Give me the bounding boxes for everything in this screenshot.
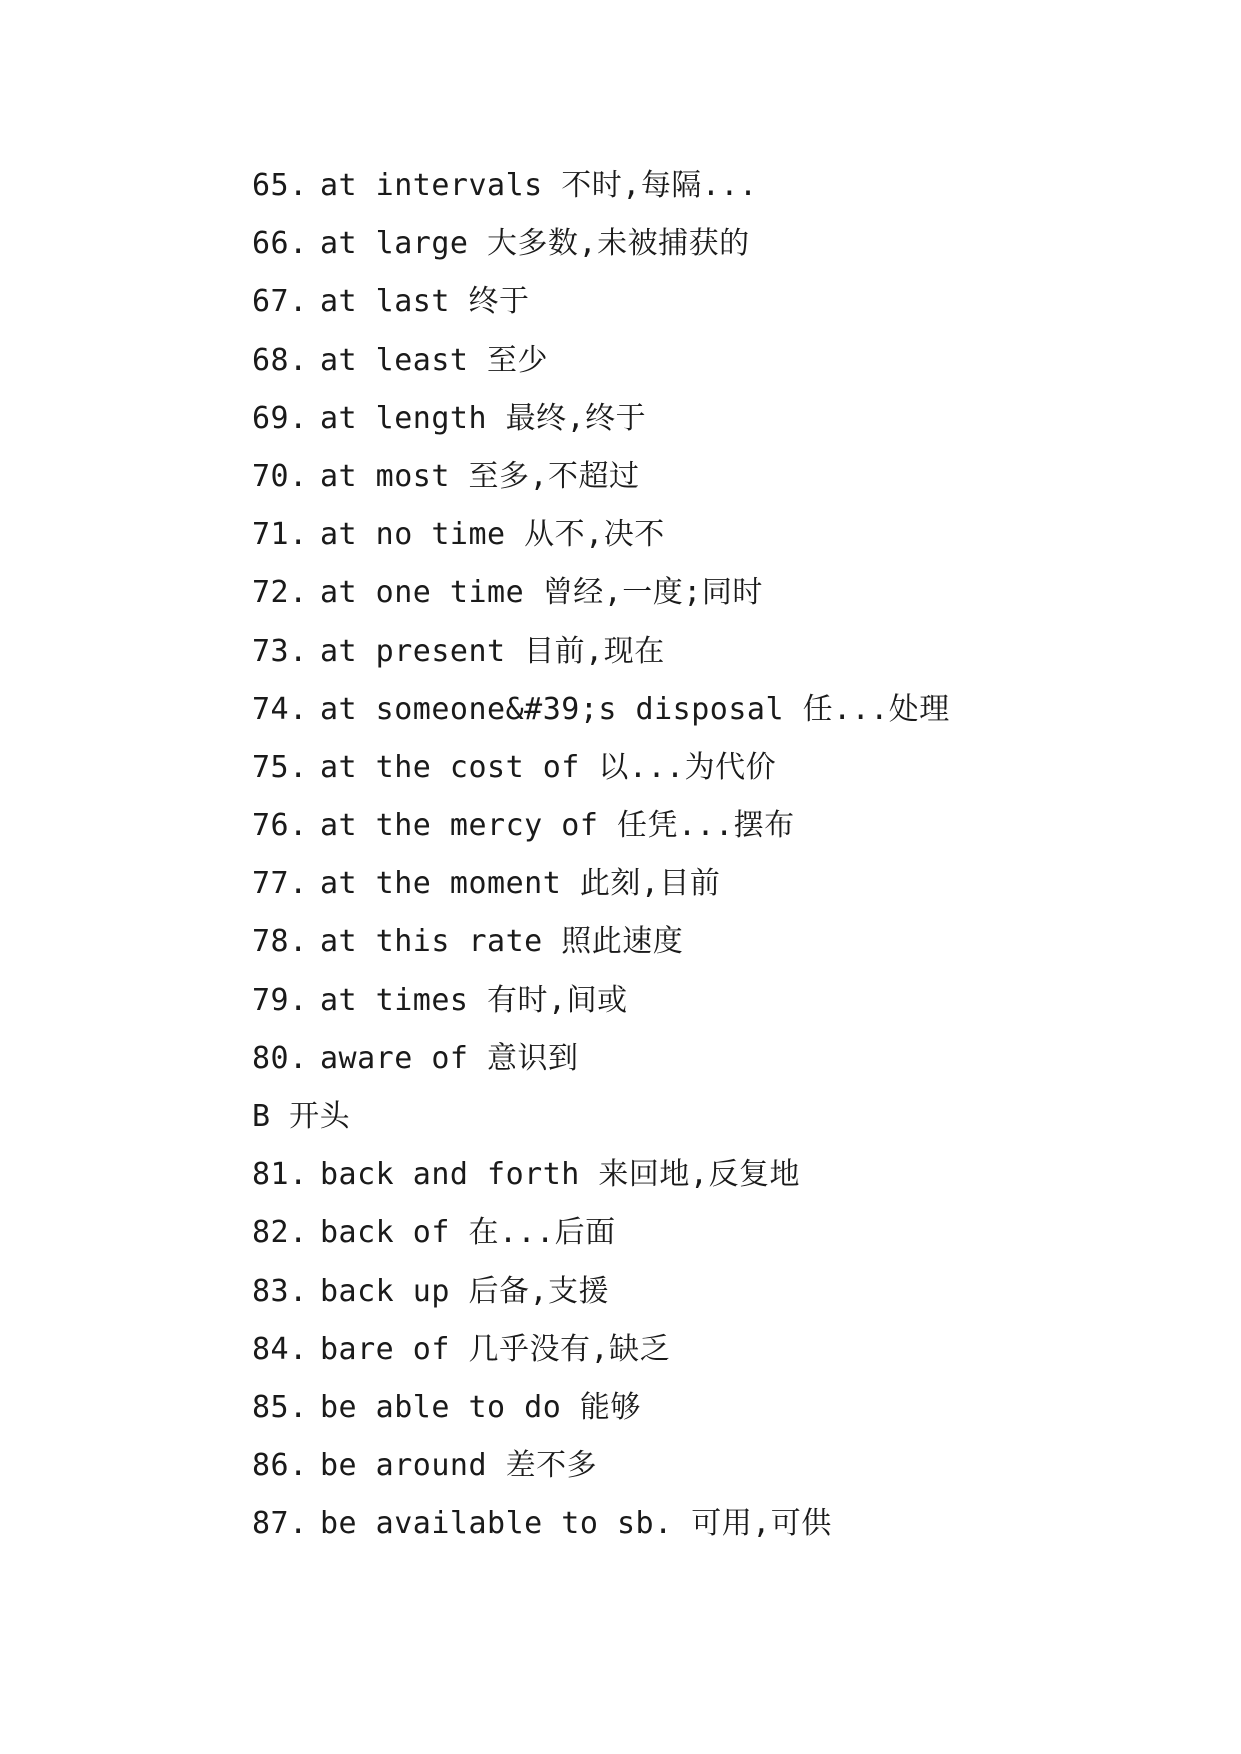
- list-item: [252, 1030, 1152, 1088]
- item-number: 74.: [252, 691, 308, 727]
- item-text: at present 目前,现在: [320, 633, 665, 669]
- item-text: at large 大多数,未被捕获的: [320, 226, 750, 262]
- item-number: 82.: [252, 1215, 308, 1251]
- item-number: 83.: [252, 1273, 308, 1309]
- section-heading: B 开头: [252, 1099, 351, 1134]
- item-text: at times 有时,间或: [320, 982, 628, 1018]
- item-number: 72.: [252, 575, 308, 611]
- list-item: [252, 972, 1152, 1030]
- item-text: back and forth 来回地,反复地: [320, 1157, 800, 1193]
- item-number: 75.: [252, 749, 308, 785]
- item-text: aware of 意识到: [320, 1040, 579, 1076]
- list-item: [252, 1263, 1152, 1321]
- item-text: at no time 从不,决不: [320, 517, 665, 553]
- item-number: 85.: [252, 1389, 308, 1425]
- phrase-list: [252, 157, 1152, 1554]
- list-item: [252, 1379, 1152, 1437]
- list-item: [252, 797, 1152, 855]
- item-number: 84.: [252, 1331, 308, 1367]
- item-text: back up 后备,支援: [320, 1273, 610, 1309]
- item-text: back of 在...后面: [320, 1215, 616, 1251]
- item-text: at last 终于: [320, 284, 530, 320]
- item-text: at this rate 照此速度: [320, 924, 684, 960]
- item-text: at one time 曾经,一度;同时: [320, 575, 763, 611]
- list-item: [252, 1146, 1152, 1204]
- list-item: [252, 157, 1152, 215]
- item-number: 76.: [252, 808, 308, 844]
- item-number: 65.: [252, 168, 308, 203]
- item-number: 66.: [252, 226, 308, 262]
- list-item: [252, 215, 1152, 273]
- item-text: at someone&#39;s disposal 任...处理: [320, 691, 950, 727]
- item-text: at the mercy of 任凭...摆布: [320, 808, 795, 844]
- item-number: 87.: [252, 1506, 308, 1542]
- list-item: [252, 506, 1152, 564]
- item-number: 86.: [252, 1448, 308, 1484]
- item-text: bare of 几乎没有,缺乏: [320, 1331, 671, 1367]
- list-item: [252, 1437, 1152, 1495]
- item-number: 77.: [252, 866, 308, 902]
- item-number: 68.: [252, 342, 308, 378]
- item-text: at the moment 此刻,目前: [320, 866, 721, 902]
- item-number: 73.: [252, 633, 308, 669]
- list-item: [252, 564, 1152, 622]
- list-item: [252, 273, 1152, 331]
- list-item: [252, 1495, 1152, 1553]
- list-item: [252, 332, 1152, 390]
- item-text: at intervals 不时,每隔...: [320, 168, 758, 203]
- item-number: 81.: [252, 1157, 308, 1193]
- item-number: 80.: [252, 1040, 308, 1076]
- item-text: at most 至多,不超过: [320, 458, 640, 494]
- item-text: be around 差不多: [320, 1448, 598, 1484]
- list-item: [252, 1321, 1152, 1379]
- list-item: [252, 681, 1152, 739]
- item-text: be available to sb. 可用,可供: [320, 1506, 832, 1542]
- list-item: [252, 855, 1152, 913]
- list-item: [252, 1204, 1152, 1262]
- item-number: 79.: [252, 982, 308, 1018]
- item-number: 69.: [252, 400, 308, 436]
- list-item: [252, 913, 1152, 971]
- list-item: [252, 739, 1152, 797]
- item-number: 78.: [252, 924, 308, 960]
- item-number: 71.: [252, 517, 308, 553]
- item-number: 67.: [252, 284, 308, 320]
- item-text: at the cost of 以...为代价: [320, 749, 777, 785]
- list-item: [252, 623, 1152, 681]
- list-item: [252, 448, 1152, 506]
- list-item: [252, 390, 1152, 448]
- item-text: at least 至少: [320, 342, 549, 378]
- item-text: be able to do 能够: [320, 1389, 641, 1425]
- item-number: 70.: [252, 458, 308, 494]
- item-text: at length 最终,终于: [320, 400, 647, 436]
